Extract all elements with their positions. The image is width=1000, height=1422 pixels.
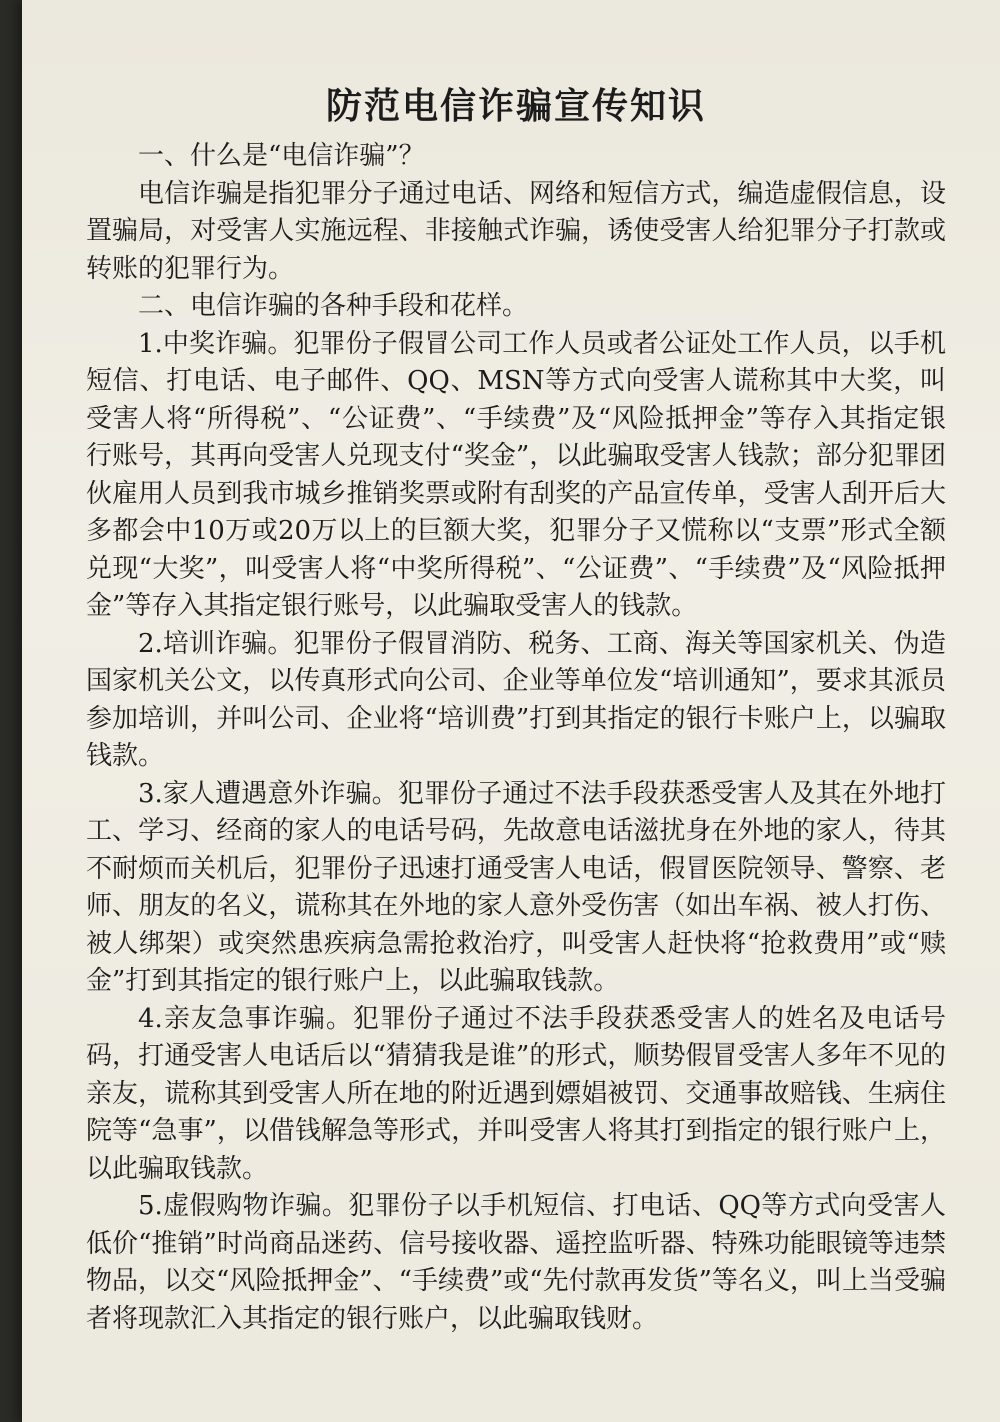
section-2-heading: 二、电信诈骗的各种手段和花样。 [138,291,529,321]
section-1-heading: 一、什么是“电信诈骗”？ [138,141,425,171]
scam-item-training: 2.培训诈骗。犯罪份子假冒消防、税务、工商、海关等国家机关、伪造国家机关公文，以传真形式向公司、企业等单位发“培训通知”，要求其派员参加培训，并叫公司、企业将“培训费”打到其指定的银行卡账户上，以骗取钱款。 [86,628,946,771]
document-title: 防范电信诈骗宣传知识 [325,85,706,127]
section-1-body: 电信诈骗是指犯罪分子通过电话、网络和短信方式，编造虚假信息，设置骗局，对受害人实施远程、非接触式诈骗，诱使受害人给犯罪分子打款或转账的犯罪行为。 [86,178,946,284]
paper-sheet [22,0,1000,1422]
document-body [86,82,946,1338]
scam-item-lottery: 1.中奖诈骗。犯罪份子假冒公司工作人员或者公证处工作人员，以手机短信、打电话、电子邮件、QQ、MSN等方式向受害人谎称其中大奖，叫受害人将“所得税”、“公证费”、“手续费”及“风险抵押金”等存入其指定银行账号，其再向受害人兑现支付“奖金”，以此骗取受害人钱款；部分犯罪团伙雇用人员到我市城乡推销奖票或附有刮奖的产品宣传单，受害人刮开后大多都会中10万或20万以上的巨额大奖，犯罪分子又慌称以“支票”形式全额兑现“大奖”，叫受害人将“中奖所得税”、“公证费”、“手续费”及“风险抵押金”等存入其指定银行账号，以此骗取受害人的钱款。 [86,328,946,621]
scam-item-relative-emergency: 4.亲友急事诈骗。犯罪份子通过不法手段获悉受害人的姓名及电话号码，打通受害人电话后以“猜猜我是谁”的形式，顺势假冒受害人多年不见的亲友，谎称其到受害人所在地的附近遇到嫖娼被罚、交通事故赔钱、生病住院等“急事”，以借钱解急等形式，并叫受害人将其打到指定的银行账户上，以此骗取钱款。 [86,1003,946,1184]
scam-item-family-accident: 3.家人遭遇意外诈骗。犯罪份子通过不法手段获悉受害人及其在外地打工、学习、经商的家人的电话号码，先故意电话滋扰身在外地的家人，待其不耐烦而关机后，犯罪份子迅速打通受害人电话，假冒医院领导、警察、老师、朋友的名义，谎称其在外地的家人意外受伤害（如出车祸、被人打伤、被人绑架）或突然患疾病急需抢救治疗，叫受害人赶快将“抢救费用”或“赎金”打到其指定的银行账户上，以此骗取钱款。 [86,778,946,996]
scam-item-fake-shopping: 5.虚假购物诈骗。犯罪份子以手机短信、打电话、QQ等方式向受害人低价“推销”时尚商品迷药、信号接收器、遥控监听器、特殊功能眼镜等违禁物品，以交“风险抵押金”、“手续费”或“先付款再发货”等名义，叫上当受骗者将现款汇入其指定的银行账户，以此骗取钱财。 [86,1191,946,1334]
